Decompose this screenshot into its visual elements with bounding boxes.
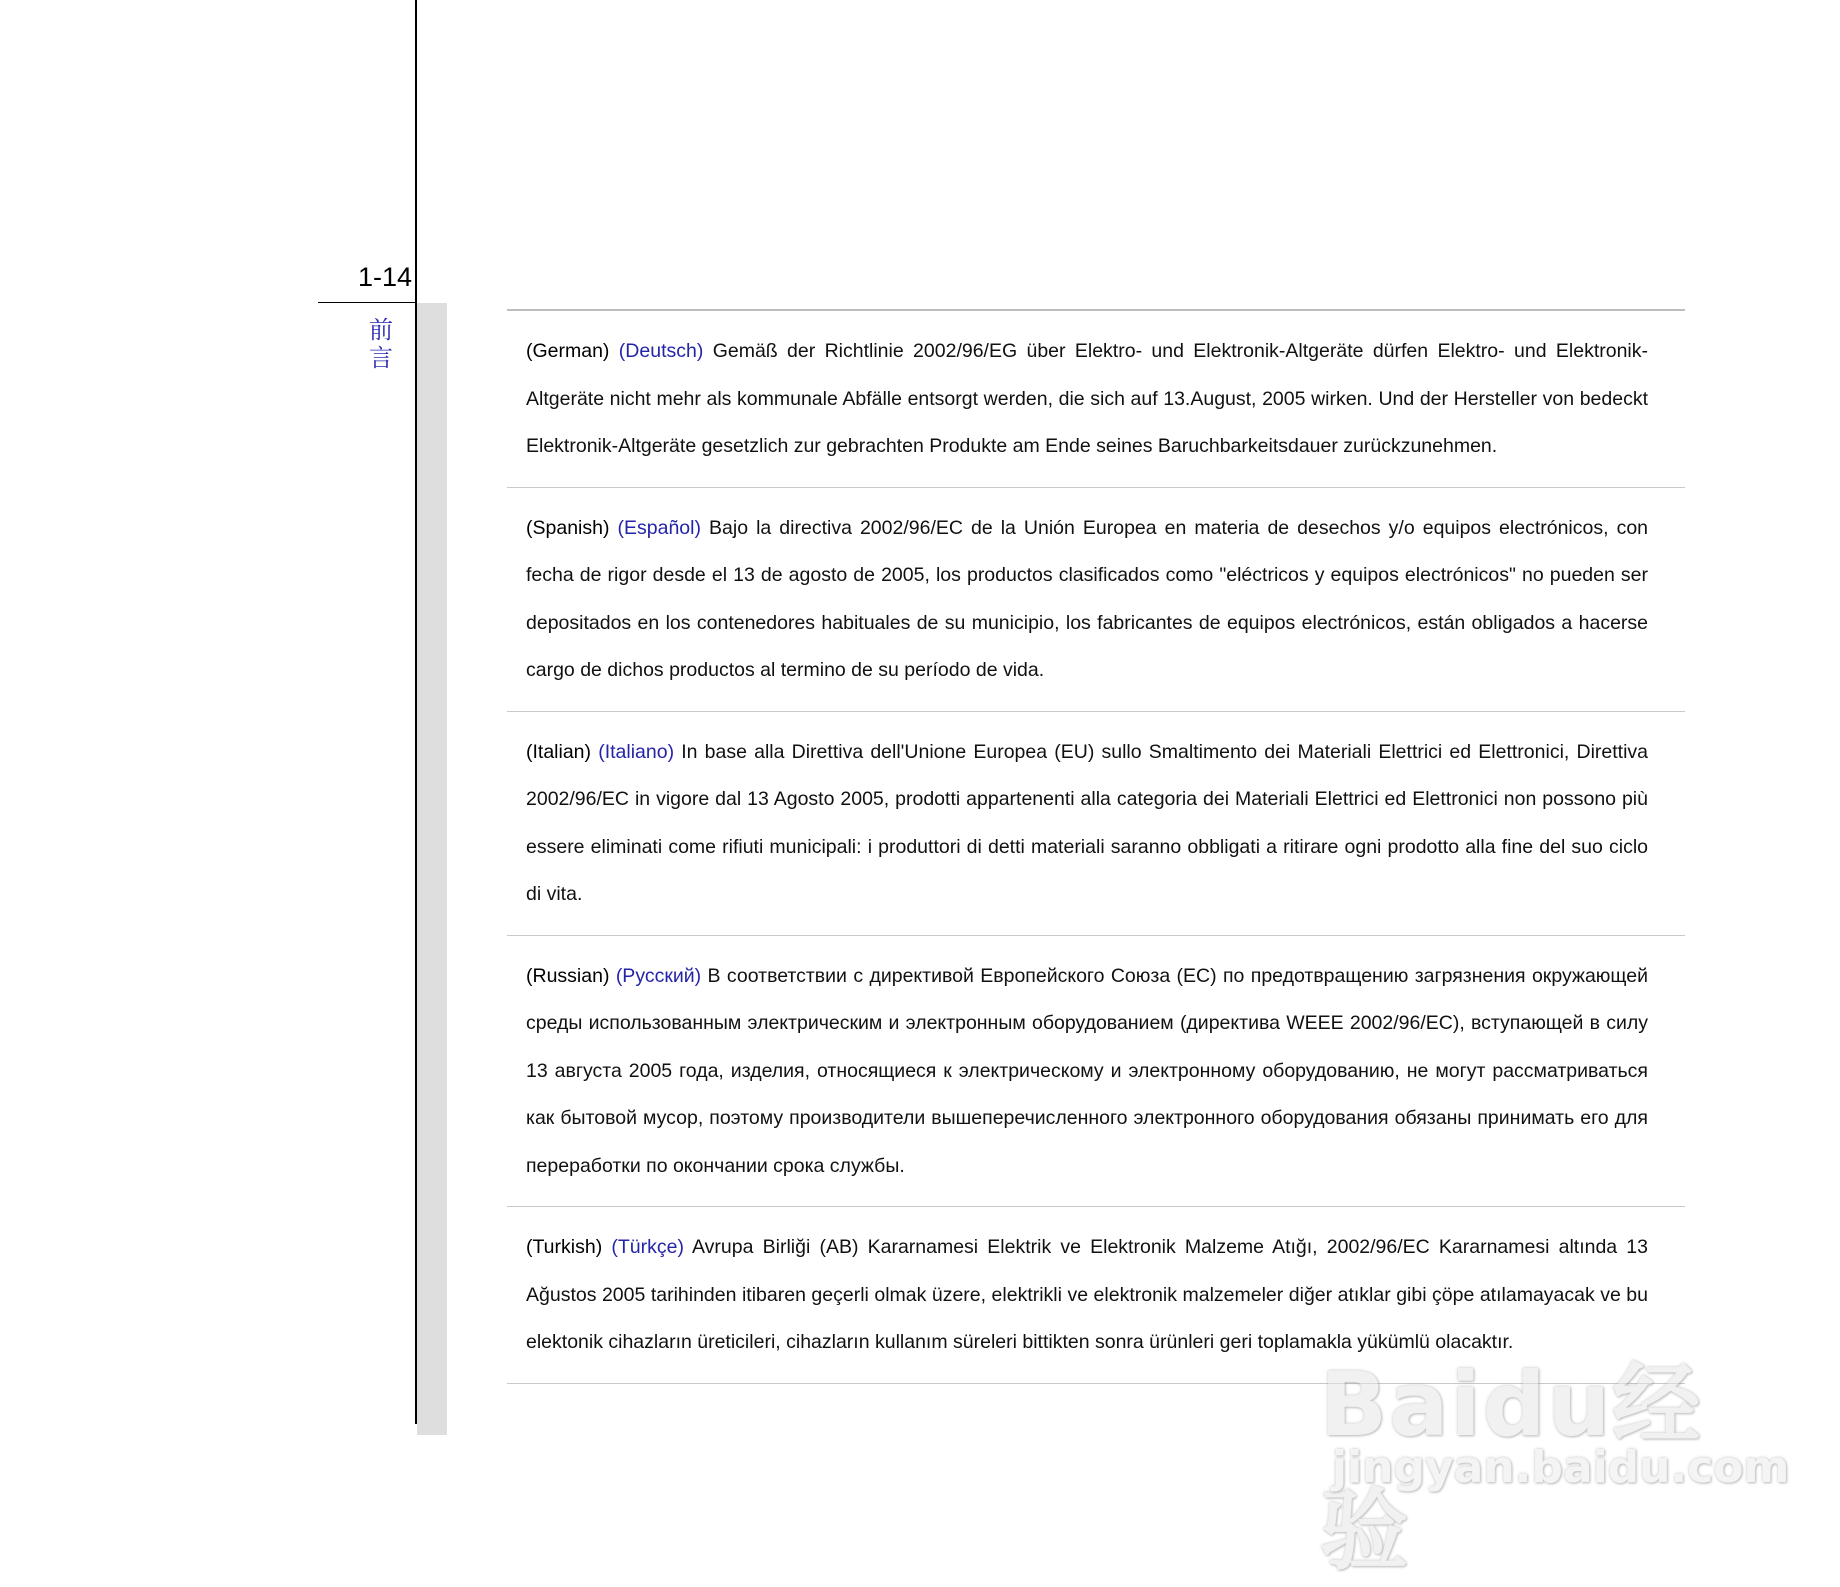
weee-block-italian [507, 712, 1685, 936]
native-language-label: (Türkçe) [611, 1236, 684, 1258]
weee-block-spanish [507, 488, 1685, 712]
statement-text: In base alla Direttiva dell'Unione Europea (EU) sullo Smaltimento dei Materiali Elettrici ed Elettronici, Direttiva 2002/96/EC in vigore dal 13 Agosto 2005, prodotti appartenenti alla categoria dei Materiali Elettrici ed Elettronici non possono più essere eliminati come rifiuti municipali: i produttori di detti materiali saranno obbligati a ritirare ogni prodotto alla fine del suo ciclo di vita. [526, 740, 1649, 905]
native-language-label: (Русский) [615, 964, 702, 987]
watermark-url: jingyan.baidu.com [1332, 1442, 1790, 1493]
weee-block-russian [507, 936, 1685, 1208]
page-number-underline [318, 302, 416, 303]
statement-text: Bajo la directiva 2002/96/EC de la Unión Europea en materia de desechos y/o equipos electrónicos, con fecha de rigor desde el 13 de agosto de 2005, los productos clasificados como "eléctricos y equipos electrónicos" no pueden ser depositados en los contenedores habituales de su municipio, los fabricantes de equipos electrónicos, están obligados a hacerse cargo de dichos productos al termino de su período de vida. [526, 516, 1649, 681]
page-number: 1-14 [357, 262, 412, 292]
margin-band [417, 303, 447, 1435]
native-language-label: (Italiano) [598, 740, 675, 763]
statement-text: В соответствии с директивой Европейского Союза (ЕС) по предотвращению загрязнения окружающей среды использованным электрическим и электронным оборудованием (директива WEEE 2002/96/EC), вступающей в силу 13 августа 2005 года, изделия, относящиеся к электрическому и электронному оборудованию, не могут рассматриваться как бытовой мусор, поэтому производители вышеперечисленного электронного оборудования обязаны принимать его для переработки по окончании срока службы. [526, 964, 1648, 1177]
statement-text: Avrupa Birliği (AB) Kararnamesi Elektrik ve Elektronik Malzeme Atığı, 2002/96/EC Kararnamesi altında 13 Ağustos 2005 tarihinden itibaren geçerli olmak üzere, elektrikli ve elektronik malzemeler diğer atıklar gibi çöpe atılamayacak ve bu elektonik cihazların üreticileri, cihazların kullanım süreleri bittikten sonra ürünleri geri toplamakla yükümlü olacaktır. [526, 1236, 1648, 1353]
statement-text: Gemäß der Richtlinie 2002/96/EG über Elektro- und Elektronik-Altgeräte dürfen Elektro- und Elektronik-Altgeräte nicht mehr als kommunale Abfälle entsorgt werden, die sich auf 13.August, 2005 wirken. Und der Hersteller von bedeckt Elektronik-Altgeräte gesetzlich zur gebrachten Produkte am Ende seines Baruchbarkeitsdauer zurückzunehmen. [526, 340, 1648, 457]
weee-block-german [507, 311, 1685, 488]
language-label: (German) [526, 340, 610, 362]
baidu-watermark [1310, 1330, 1790, 1582]
language-label: (Russian) [526, 964, 610, 987]
language-label: (Turkish) [526, 1236, 603, 1258]
language-label: (Italian) [526, 740, 592, 763]
weee-statement-list [507, 309, 1685, 1384]
section-label: 前言 [369, 316, 393, 372]
native-language-label: (Español) [617, 516, 701, 539]
language-label: (Spanish) [526, 516, 610, 539]
native-language-label: (Deutsch) [618, 340, 704, 362]
watermark-brand: Baidu经验 [1320, 1353, 1703, 1582]
